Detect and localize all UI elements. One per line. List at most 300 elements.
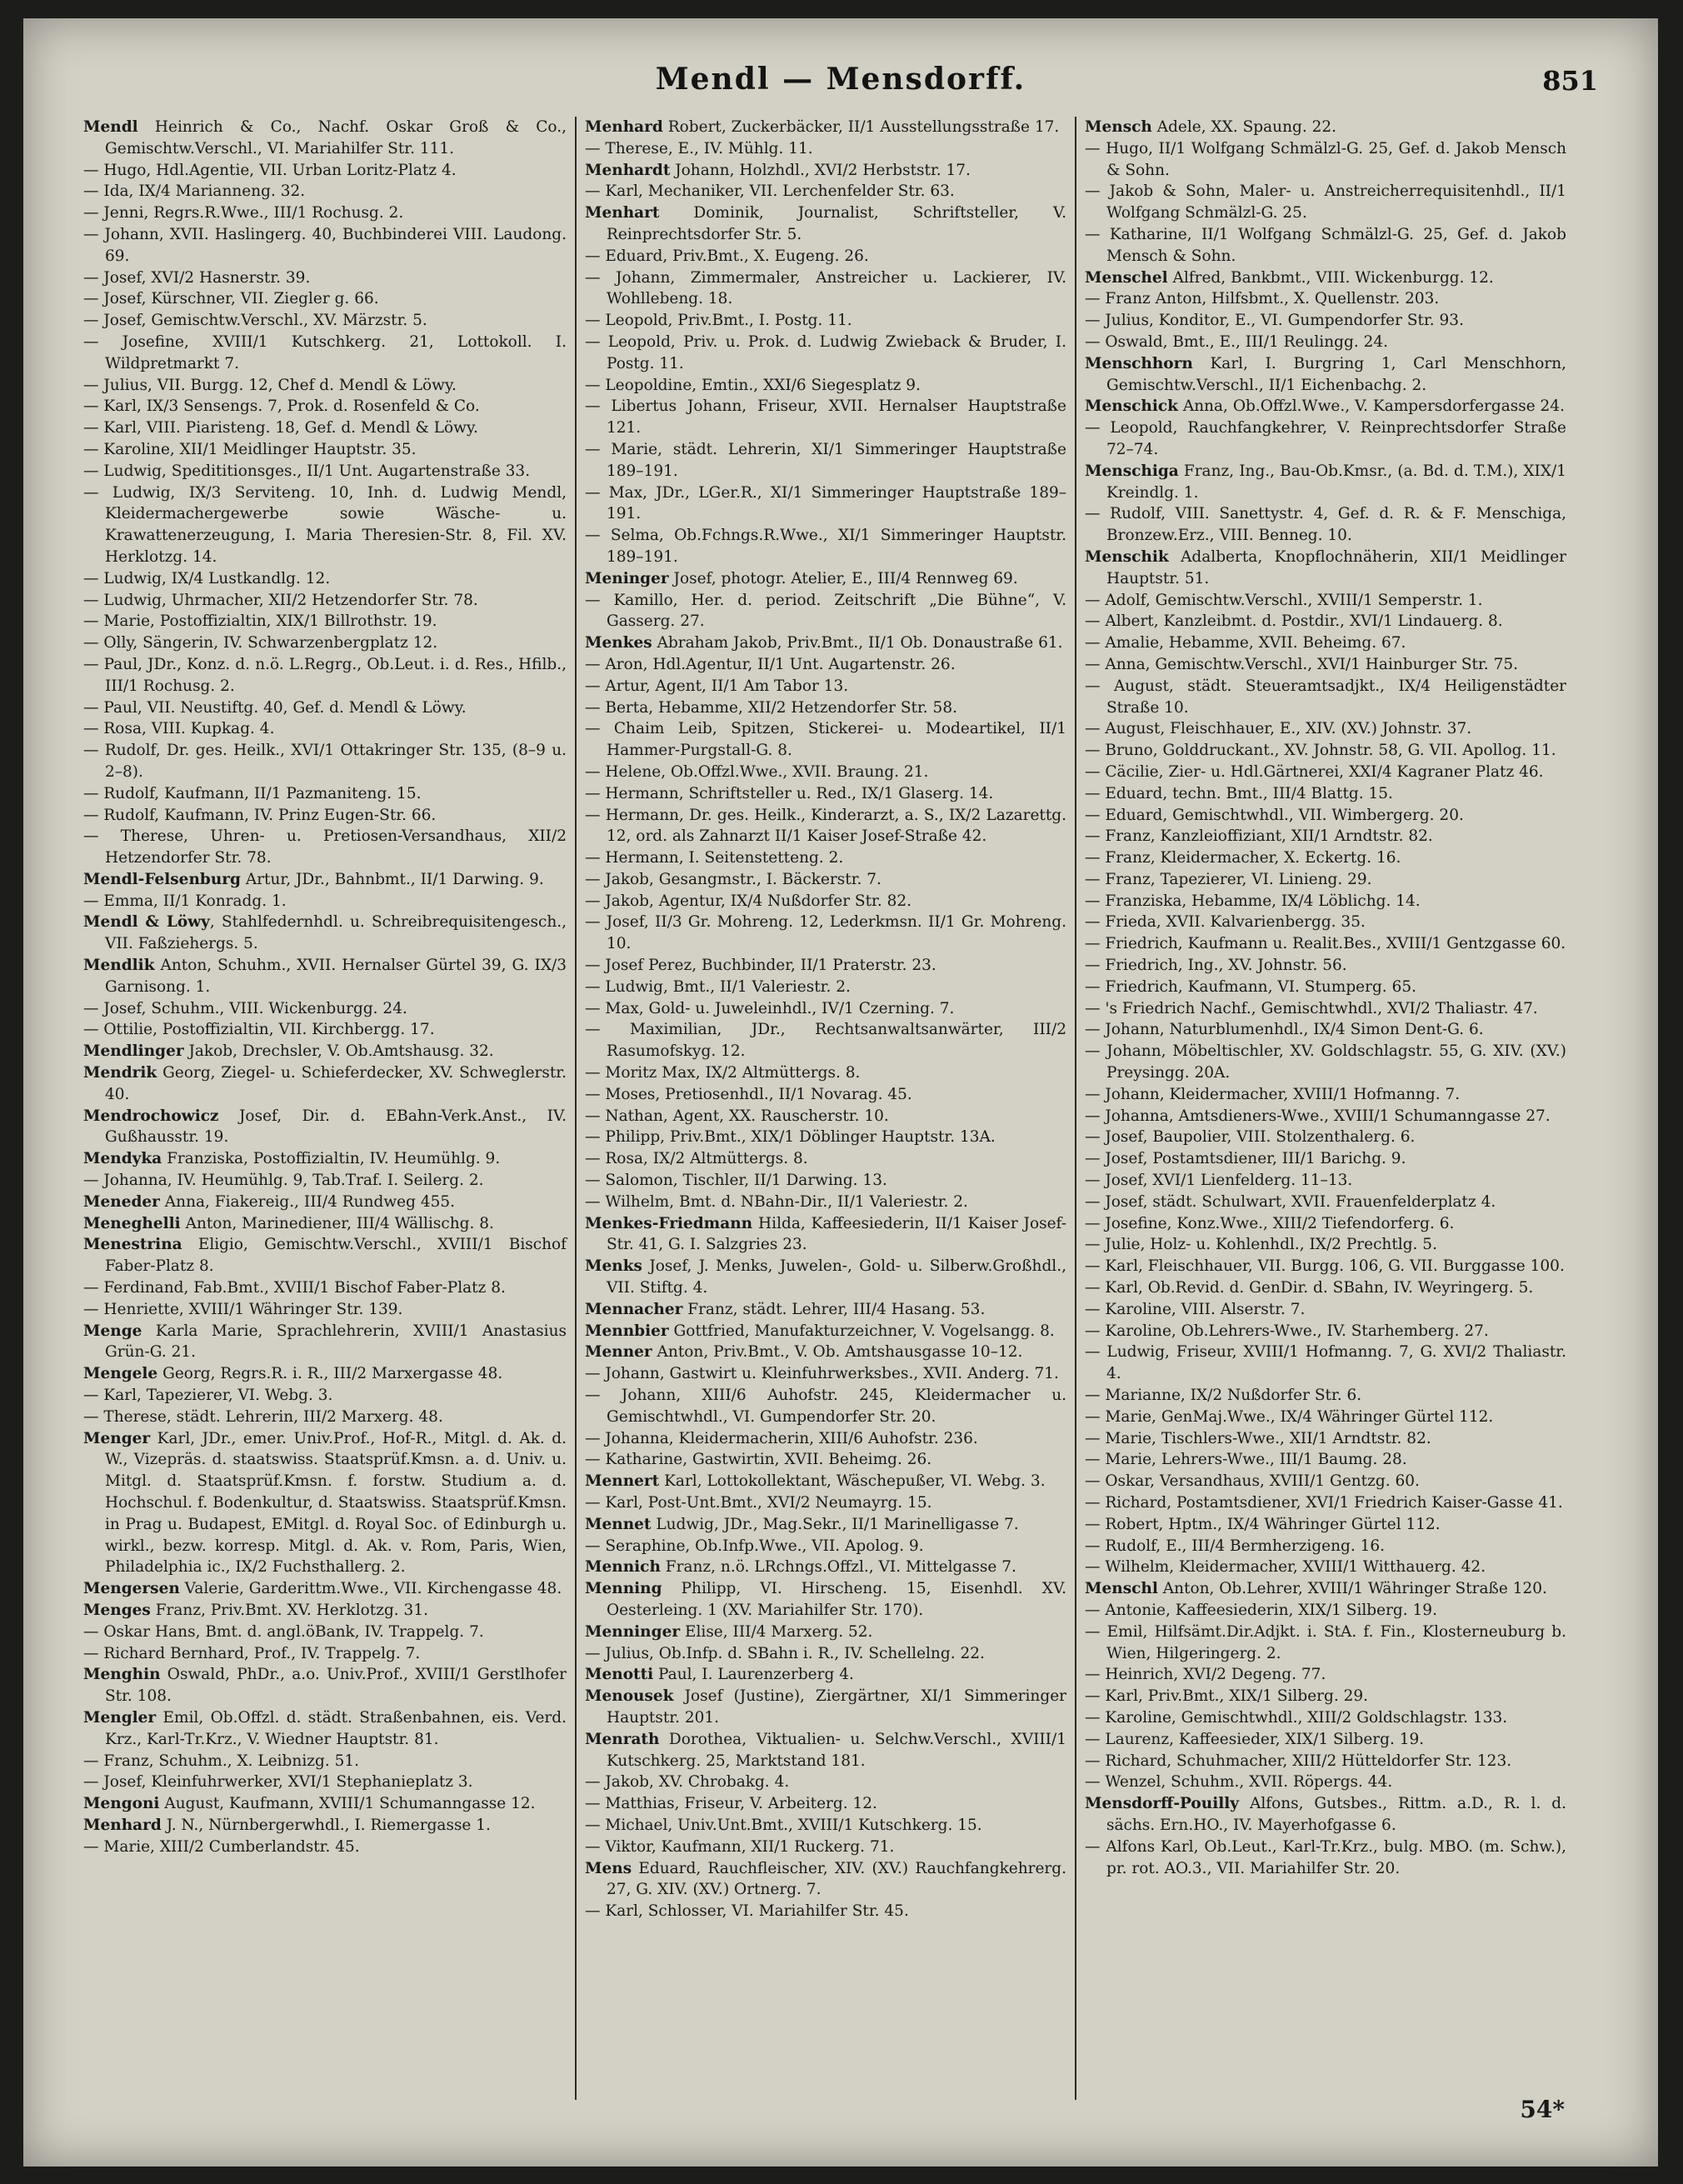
directory-entry: [585, 375, 1066, 397]
entry-surname: Mennbier: [585, 1322, 669, 1340]
directory-entry: [585, 1363, 1066, 1385]
directory-entry: [83, 1062, 567, 1106]
directory-entry: [1085, 1729, 1566, 1751]
directory-entry: [83, 267, 567, 289]
entry-details: Heinrich & Co., Nachf. Oskar Groß & Co., Gemischtw.Verschl., VI. Mariahilfer Str. 111.: [105, 118, 567, 157]
entry-details: — Chaim Leib, Spitzen, Stickerei- u. Modeartikel, II/1 Hammer-Purgstall-G. 8.: [585, 720, 1066, 760]
entry-details: Karl, JDr., emer. Univ.Prof., Hof-R., Mitgl. d. Ak. d. W., Vizepräs. d. staatswiss. Staatsprüf.Kmsn. a. d. Univ. u. Mitgl. d. Staatsprüf.Kmsn. f. forstw. Studium a. d. Hochschul. f. Bodenkultur, d. Staatswiss. Staatsprüf.Kmsn. in Prag u. Budapest, EMitgl. d. Royal Soc. of Edinburgh u. wirkl., bezw. korresp. Mitgl. d. Ak. v. Rom, Paris, Wien, Philadelphia ic., IX/2 Fuchsthallerg. 2.: [105, 1429, 567, 1577]
entry-details: — Karoline, Gemischtwhdl., XIII/2 Goldschlagstr. 133.: [1085, 1708, 1508, 1727]
entry-details: — August, Fleischhauer, E., XIV. (XV.) Johnstr. 37.: [1085, 720, 1472, 738]
entry-surname: Mengoni: [83, 1795, 160, 1813]
entry-details: Franz, städt. Lehrer, III/4 Hasang. 53.: [682, 1300, 986, 1318]
entry-details: — Wilhelm, Kleidermacher, XVIII/1 Witthauerg. 42.: [1085, 1558, 1486, 1577]
entry-details: — Johanna, IV. Heumühlg. 9, Tab.Traf. I. Seilerg. 2.: [83, 1172, 484, 1190]
entry-details: — Franz, Tapezierer, VI. Linieng. 29.: [1085, 870, 1372, 888]
entry-details: Karla Marie, Sprachlehrerin, XVIII/1 Anastasius Grün-G. 21.: [105, 1322, 567, 1362]
entry-surname: Mengler: [83, 1708, 157, 1727]
entry-details: Karl, Lottokollektant, Wäschepußer, VI. Webg. 3.: [659, 1472, 1046, 1491]
entry-details: — Josef, XVI/2 Hasnerstr. 39.: [83, 268, 311, 287]
directory-entry: [585, 1428, 1066, 1450]
entry-details: — Marie, Postoffizialtin, XIX/1 Billrothstr. 19.: [83, 612, 437, 631]
directory-entry: [585, 160, 1066, 182]
directory-entry: [83, 439, 567, 461]
entry-surname: Menhard: [83, 1816, 162, 1834]
directory-entry: [1085, 1277, 1566, 1299]
directory-entry: [1085, 998, 1566, 1020]
directory-entry: [1085, 826, 1566, 847]
directory-entry: [585, 718, 1066, 762]
entry-details: — Leopoldine, Emtin., XXI/6 Siegesplatz 9.: [585, 376, 921, 394]
entry-details: — Franz, Kleidermacher, X. Eckertg. 16.: [1085, 849, 1401, 867]
entry-details: — Ludwig, Bmt., II/1 Valeriestr. 2.: [585, 977, 851, 996]
entry-surname: Menotti: [585, 1666, 654, 1684]
directory-entry: [1085, 1686, 1566, 1707]
entry-details: — Ottilie, Postoffizialtin, VII. Kirchbergg. 17.: [83, 1021, 435, 1039]
directory-entry: [83, 632, 567, 654]
entry-details: — Heinrich, XVI/2 Degeng. 77.: [1085, 1666, 1326, 1684]
entry-details: Gottfried, Manufakturzeichner, V. Vogelsangg. 8.: [668, 1322, 1055, 1340]
entry-surname: Mengele: [83, 1365, 158, 1383]
entry-details: — Therese, Uhren- u. Pretiosen-Versandhaus, XII/2 Hetzendorfer Str. 78.: [83, 827, 567, 867]
directory-entry: [585, 267, 1066, 311]
entry-details: Valerie, Garderittm.Wwe., VII. Kirchengasse 48.: [179, 1580, 562, 1598]
entry-details: — Oskar, Versandhaus, XVIII/1 Gentzg. 60.: [1085, 1472, 1420, 1491]
entry-details: Franziska, Postoffizialtin, IV. Heumühlg. 9.: [162, 1150, 501, 1168]
directory-entry: [83, 1837, 567, 1858]
entry-details: — Johann, Möbeltischler, XV. Goldschlagstr. 55, G. XIV. (XV.) Preysingg. 20A.: [1085, 1042, 1566, 1082]
directory-entry: [1085, 654, 1566, 676]
entry-details: — Max, Gold- u. Juweleinhdl., IV/1 Czerning. 7.: [585, 999, 955, 1017]
entry-surname: Mendl: [83, 118, 138, 136]
directory-entry: [83, 1707, 567, 1751]
directory-entry: [1085, 1751, 1566, 1772]
directory-entry: [83, 1213, 567, 1235]
entry-details: Alfred, Bankbmt., VIII. Wickenburgg. 12.: [1167, 268, 1494, 287]
entry-details: — Josef, Gemischtw.Verschl., XV. Märzstr. 5.: [83, 312, 427, 330]
directory-entry: [585, 1019, 1066, 1062]
entry-details: Alfons, Gutsbes., Rittm. a.D., R. l. d. sächs. Ern.HO., IV. Mayerhofgasse 6.: [1106, 1795, 1566, 1834]
entry-details: — Karl, Schlosser, VI. Mariahilfer Str. 45.: [585, 1902, 909, 1921]
entry-details: — Josef, Baupolier, VIII. Stolzenthalerg. 6.: [1085, 1128, 1416, 1147]
entry-surname: Menks: [585, 1257, 642, 1276]
entry-details: — Johanna, Kleidermacherin, XIII/6 Auhofstr. 236.: [585, 1429, 978, 1447]
directory-entry: [1085, 1492, 1566, 1514]
directory-entry: [83, 202, 567, 224]
entry-details: — Eduard, Gemischtwhdl., VII. Wimbergerg. 20.: [1085, 806, 1464, 824]
entry-details: — Franz Anton, Hilfsbmt., X. Quellenstr. 203.: [1085, 290, 1440, 308]
entry-details: Adele, XX. Spaung. 22.: [1151, 118, 1337, 136]
directory-entry: [1085, 310, 1566, 332]
directory-entry: [83, 718, 567, 740]
directory-entry: [83, 805, 567, 827]
entry-details: — Jenni, Regrs.R.Wwe., III/1 Rochusg. 2.: [83, 204, 404, 222]
entry-surname: Menkes: [585, 634, 652, 652]
entry-details: — Karoline, VIII. Alserstr. 7.: [1085, 1300, 1306, 1318]
entry-details: — Hermann, Schriftsteller u. Red., IX/1 Glaserg. 14.: [585, 784, 994, 802]
directory-entry: [585, 1578, 1066, 1622]
entry-surname: Menestrina: [83, 1236, 182, 1254]
entry-details: Emil, Ob.Offzl. d. städt. Straßenbahnen, eis. Verd. Krz., Karl-Tr.Krz., V. Wiedner Hauptstr. 81.: [105, 1708, 567, 1748]
directory-entry: [585, 117, 1066, 138]
directory-entry: [83, 1407, 567, 1428]
directory-entry: [585, 955, 1066, 977]
directory-entry: [83, 697, 567, 719]
entry-details: — Antonie, Kaffeesiederin, XIX/1 Silberg. 19.: [1085, 1601, 1437, 1619]
entry-surname: Menschick: [1085, 397, 1178, 416]
directory-entry: [1085, 718, 1566, 740]
directory-entry: [1085, 912, 1566, 933]
entry-details: Josef, J. Menks, Juwelen-, Gold- u. Silberw.Großhdl., VII. Stiftg. 4.: [607, 1257, 1066, 1297]
directory-entry: [83, 1041, 567, 1062]
directory-entry: [83, 1664, 567, 1707]
entry-surname: Mendrik: [83, 1064, 157, 1082]
directory-entry: [1085, 1256, 1566, 1277]
entry-surname: Menger: [83, 1429, 151, 1447]
entry-details: — Paul, VII. Neustiftg. 40, Gef. d. Mendl & Löwy.: [83, 698, 467, 717]
entry-details: — Friedrich, Ing., XV. Johnstr. 56.: [1085, 957, 1347, 975]
directory-entry: [83, 1385, 567, 1407]
directory-entry: [585, 697, 1066, 719]
entry-surname: Meninger: [585, 569, 669, 587]
directory-entry: [1085, 783, 1566, 805]
entry-surname: Mennert: [585, 1472, 660, 1491]
directory-entry: [585, 869, 1066, 891]
entry-details: Oswald, PhDr., a.o. Univ.Prof., XVIII/1 Gerstlhofer Str. 108.: [105, 1666, 567, 1706]
directory-entry: [83, 955, 567, 998]
directory-entry: [1085, 1600, 1566, 1622]
entry-details: — Johann, XVII. Haslingerg. 40, Buchbinderei VIII. Laudong. 69.: [83, 225, 567, 265]
entry-details: — Jakob, Gesangmstr., I. Bäckerstr. 7.: [585, 870, 881, 888]
directory-entry: [585, 246, 1066, 267]
entry-details: — Rudolf, VIII. Sanettystr. 4, Gef. d. R. & F. Menschiga, Bronzew.Erz., VIII. Benneg. 10.: [1085, 505, 1566, 545]
entry-details: — Rudolf, Dr. ges. Heilk., XVI/1 Ottakringer Str. 135, (8–9 u. 2–8).: [83, 742, 567, 781]
directory-entry: [1085, 1772, 1566, 1793]
directory-entry: [1085, 1428, 1566, 1450]
directory-entry: [83, 891, 567, 912]
directory-entry: [1085, 417, 1566, 461]
entry-details: — Josefine, Konz.Wwe., XIII/2 Tiefendorferg. 6.: [1085, 1214, 1455, 1232]
directory-entry: [83, 1234, 567, 1277]
entry-details: — Hugo, Hdl.Agentie, VII. Urban Loritz-Platz 4.: [83, 161, 457, 179]
entry-details: — Ludwig, Friseur, XVIII/1 Hofmanng. 7, G. XVI/2 Thaliastr. 4.: [1085, 1343, 1566, 1383]
entry-details: — Ludwig, IX/3 Serviteng. 10, Inh. d. Ludwig Mendl, Kleidermachergewerbe sowie Wäsche- u. Krawattenerzeugung, I. Maria Theresien-Str. 8, Fil. XV. Herklotzg. 14.: [83, 483, 567, 566]
entry-details: — Karl, IX/3 Sensengs. 7, Prok. d. Rosenfeld & Co.: [83, 397, 480, 416]
entry-surname: Menschl: [1085, 1580, 1158, 1598]
entry-details: — Viktor, Kaufmann, XII/1 Ruckerg. 71.: [585, 1837, 895, 1856]
entry-details: — Josef, XVI/1 Lienfelderg. 11–13.: [1085, 1172, 1353, 1190]
entry-surname: Mendl-Felsenburg: [83, 870, 241, 888]
directory-entry: [1085, 1793, 1566, 1837]
directory-entry: [83, 332, 567, 375]
directory-entry: [585, 1084, 1066, 1106]
entry-details: — Karl, VIII. Piaristeng. 18, Gef. d. Mendl & Löwy.: [83, 419, 478, 437]
entry-details: — Josefine, XVIII/1 Kutschkerg. 21, Lottokoll. I. Wildpretmarkt 7.: [83, 332, 567, 372]
entry-surname: Mennacher: [585, 1300, 683, 1318]
entry-details: — Johann, Kleidermacher, XVIII/1 Hofmanng. 7.: [1085, 1085, 1461, 1103]
entry-details: Georg, Regrs.R. i. R., III/2 Marxergasse 48.: [157, 1365, 503, 1383]
directory-entry: [83, 1751, 567, 1772]
entry-surname: Menhart: [585, 204, 660, 222]
entry-details: — Robert, Hptm., IX/4 Währinger Gürtel 112.: [1085, 1515, 1441, 1533]
directory-entry: [83, 224, 567, 267]
directory-entry: [585, 1342, 1066, 1363]
entry-details: — Ludwig, IX/4 Lustkandlg. 12.: [83, 569, 331, 587]
entry-details: J. N., Nürnbergerwhdl., I. Riemergasse 1.: [161, 1816, 491, 1834]
entry-surname: Menner: [585, 1343, 652, 1362]
column-middle: [575, 117, 1075, 2100]
entry-details: — Libertus Johann, Friseur, XVII. Hernalser Hauptstraße 121.: [585, 397, 1066, 437]
directory-entry: [585, 998, 1066, 1020]
entry-details: — Hermann, I. Seitenstetteng. 2.: [585, 849, 844, 867]
entry-details: — Johann, XIII/6 Auhofstr. 245, Kleidermacher u. Gemischtwhdl., VI. Gumpendorfer Str. 20.: [585, 1387, 1066, 1426]
directory-entry: [83, 912, 567, 955]
sheet-signature: 54*: [1520, 2096, 1565, 2123]
entry-details: — Leopold, Priv.Bmt., I. Postg. 11.: [585, 312, 852, 330]
directory-entry: [1085, 676, 1566, 719]
entry-details: — Johanna, Amtsdieners-Wwe., XVIII/1 Schumanngasse 27.: [1085, 1107, 1551, 1125]
entry-surname: Menschhorn: [1085, 354, 1193, 372]
directory-entry: [83, 288, 567, 310]
directory-entry: [585, 396, 1066, 439]
directory-entry: [585, 912, 1066, 955]
entry-details: — Maximilian, JDr., Rechtsanwaltsanwärter, III/2 Rasumofskyg. 12.: [585, 1021, 1066, 1061]
entry-details: — Helene, Ob.Offzl.Wwe., XVII. Braung. 21.: [585, 762, 929, 781]
directory-entry: [1085, 891, 1566, 912]
directory-entry: [585, 1901, 1066, 1922]
directory-entry: [83, 375, 567, 397]
entry-details: — Eduard, Priv.Bmt., X. Eugeng. 26.: [585, 247, 869, 265]
entry-details: — Johann, Naturblumenhdl., IX/4 Simon Dent-G. 6.: [1085, 1021, 1484, 1039]
entry-details: — Rudolf, E., III/4 Bermherzigeng. 16.: [1085, 1537, 1386, 1555]
directory-entry: [585, 590, 1066, 633]
directory-entry: [1085, 396, 1566, 417]
directory-entry: [1085, 1041, 1566, 1084]
entry-details: — Franz, Schuhm., X. Leibnizg. 51.: [83, 1752, 360, 1770]
entry-details: — Karl, Mechaniker, VII. Lerchenfelder Str. 63.: [585, 182, 955, 201]
entry-details: — Aron, Hdl.Agentur, II/1 Unt. Augartenstr. 26.: [585, 655, 956, 673]
entry-details: — August, städt. Steueramtsadjkt., IX/4 Heiligenstädter Straße 10.: [1085, 677, 1566, 717]
entry-surname: Menousek: [585, 1687, 674, 1706]
entry-details: Jakob, Drechsler, V. Ob.Amtshausg. 32.: [183, 1042, 494, 1061]
directory-entry: [1085, 181, 1566, 224]
directory-entry: [1085, 1234, 1566, 1256]
entry-details: — Josef, Kürschner, VII. Ziegler g. 66.: [83, 290, 379, 308]
entry-details: Hilda, Kaffeesiederin, II/1 Kaiser Josef-Str. 41, G. I. Salzgries 23.: [607, 1214, 1066, 1254]
directory-entry: [585, 482, 1066, 526]
entry-details: — Jakob, XV. Chrobakg. 4.: [585, 1773, 790, 1792]
directory-entry: [1085, 547, 1566, 590]
entry-details: — Karl, Priv.Bmt., XIX/1 Silberg. 29.: [1085, 1687, 1369, 1706]
directory-entry: [585, 1192, 1066, 1213]
directory-entry: [1085, 138, 1566, 182]
entry-details: — Ludwig, Spedititionsges., II/1 Unt. Augartenstraße 33.: [83, 462, 531, 480]
entry-details: — Moritz Max, IX/2 Altmüttergs. 8.: [585, 1064, 861, 1082]
entry-surname: Mendlinger: [83, 1042, 184, 1061]
running-head: Mendl — Mensdorff.: [655, 62, 1026, 97]
entry-details: — Leopold, Priv. u. Prok. d. Ludwig Zwieback & Bruder, I. Postg. 11.: [585, 332, 1066, 372]
directory-entry: [585, 1837, 1066, 1858]
entry-details: Robert, Zuckerbäcker, II/1 Ausstellungsstraße 17.: [662, 118, 1060, 136]
directory-entry: [83, 181, 567, 202]
entry-details: — Philipp, Priv.Bmt., XIX/1 Döblinger Hauptstr. 13A.: [585, 1128, 996, 1147]
entry-details: — Emma, II/1 Konradg. 1.: [83, 892, 287, 910]
entry-details: — Josef Perez, Buchbinder, II/1 Praterstr. 23.: [585, 957, 936, 975]
directory-entry: [1085, 1407, 1566, 1428]
entry-details: Franz, Ing., Bau-Ob.Kmsr., (a. Bd. d. T.M.), XIX/1 Kreindlg. 1.: [1106, 462, 1566, 502]
directory-entry: [83, 1170, 567, 1192]
entry-details: — Marie, GenMaj.Wwe., IX/4 Währinger Gürtel 112.: [1085, 1407, 1494, 1426]
entry-surname: Menninger: [585, 1622, 681, 1641]
entry-details: — Karl, Post-Unt.Bmt., XVI/2 Neumayrg. 15.: [585, 1494, 932, 1512]
directory-entry: [1085, 611, 1566, 632]
entry-details: — Josef, II/3 Gr. Mohreng. 12, Lederkmsn. II/1 Gr. Mohreng. 10.: [585, 913, 1066, 953]
directory-entry: [585, 310, 1066, 332]
directory-entry: [1085, 1449, 1566, 1471]
entry-details: Anton, Priv.Bmt., V. Ob. Amtshausgasse 10–12.: [652, 1343, 1023, 1362]
entry-details: Artur, JDr., Bahnbmt., II/1 Darwing. 9.: [240, 870, 544, 888]
entry-details: — Salomon, Tischler, II/1 Darwing. 13.: [585, 1172, 887, 1190]
entry-details: — Kamillo, Her. d. period. Zeitschrift „Die Bühne“, V. Gasserg. 27.: [585, 591, 1066, 631]
directory-entry: [83, 1578, 567, 1600]
directory-entry: [1085, 1213, 1566, 1235]
entry-details: — Marie, städt. Lehrerin, XI/1 Simmeringer Hauptstraße 189–191.: [585, 440, 1066, 480]
directory-entry: [1085, 353, 1566, 397]
directory-entry: [83, 1106, 567, 1149]
entry-details: Eduard, Rauchfleischer, XIV. (XV.) Rauchfangkehrerg. 27, G. XIV. (XV.) Ortnerg. 7.: [607, 1859, 1066, 1899]
entry-details: — Ferdinand, Fab.Bmt., XVIII/1 Bischof Faber-Platz 8.: [83, 1279, 506, 1297]
entry-details: — Therese, städt. Lehrerin, III/2 Marxerg. 48.: [83, 1407, 443, 1426]
directory-entry: [585, 762, 1066, 783]
directory-entry: [585, 332, 1066, 375]
entry-details: Ludwig, JDr., Mag.Sekr., II/1 Marinelligasse 7.: [651, 1515, 1019, 1533]
directory-entry: [585, 1321, 1066, 1342]
directory-entry: [585, 525, 1066, 568]
entry-surname: Menghin: [83, 1666, 161, 1684]
entry-details: — Karl, Tapezierer, VI. Webg. 3.: [83, 1387, 333, 1405]
directory-entry: [1085, 288, 1566, 310]
directory-entry: [1085, 977, 1566, 998]
entry-details: — Therese, E., IV. Mühlg. 11.: [585, 139, 813, 157]
directory-columns: [75, 117, 1600, 2100]
entry-details: — Alfons Karl, Ob.Leut., Karl-Tr.Krz., bulg. MBO. (m. Schw.), pr. rot. AO.3., VII. Mariahilfer Str. 20.: [1085, 1837, 1566, 1877]
entry-details: — Leopold, Rauchfangkehrer, V. Reinprechtsdorfer Straße 72–74.: [1085, 419, 1566, 458]
entry-details: — Julius, Konditor, E., VI. Gumpendorfer Str. 93.: [1085, 312, 1464, 330]
entry-details: — Bruno, Golddruckant., XV. Johnstr. 58, G. VII. Apollog. 11.: [1085, 742, 1556, 760]
directory-entry: [585, 1557, 1066, 1578]
entry-details: — Rudolf, Kaufmann, IV. Prinz Eugen-Str. 66.: [83, 806, 437, 824]
directory-entry: [1085, 1622, 1566, 1665]
entry-details: — Rudolf, Kaufmann, II/1 Pazmaniteng. 15.: [83, 784, 422, 802]
directory-entry: [1085, 1148, 1566, 1170]
entry-surname: Menschel: [1085, 268, 1168, 287]
entry-details: — Seraphine, Ob.Infp.Wwe., VII. Apolog. 9.: [585, 1537, 924, 1555]
entry-details: — Johann, Gastwirt u. Kleinfuhrwerksbes., XVII. Anderg. 71.: [585, 1365, 1059, 1383]
directory-entry: [83, 783, 567, 805]
entry-details: Anna, Fiakereig., III/4 Rundweg 455.: [159, 1192, 456, 1211]
directory-entry: [83, 1277, 567, 1299]
directory-entry: [83, 1793, 567, 1815]
entry-details: — Cäcilie, Zier- u. Hdl.Gärtnerei, XXI/4 Kagraner Platz 46.: [1085, 762, 1544, 781]
directory-entry: [585, 783, 1066, 805]
entry-details: — Amalie, Hebamme, XVII. Beheimg. 67.: [1085, 634, 1406, 652]
entry-surname: Mendrochowicz: [83, 1107, 219, 1125]
directory-entry: [1085, 1578, 1566, 1600]
directory-entry: [585, 1772, 1066, 1793]
entry-surname: Menhardt: [585, 161, 671, 179]
entry-details: — Nathan, Agent, XX. Rauscherstr. 10.: [585, 1107, 889, 1125]
entry-details: — Oswald, Bmt., E., III/1 Reulingg. 24.: [1085, 332, 1389, 351]
entry-details: Josef, Dir. d. EBahn-Verk.Anst., IV. Gußhausstr. 19.: [105, 1107, 567, 1147]
directory-entry: [1085, 1385, 1566, 1407]
directory-entry: [585, 1793, 1066, 1815]
directory-entry: [83, 310, 567, 332]
entry-details: Franz, n.ö. LRchngs.Offzl., VI. Mittelgasse 7.: [660, 1558, 1016, 1577]
entry-details: Anna, Ob.Offzl.Wwe., V. Kampersdorfergasse 24.: [1177, 397, 1565, 416]
entry-details: — Friedrich, Kaufmann u. Realit.Bes., XVIII/1 Gentzgasse 60.: [1085, 935, 1566, 953]
directory-entry: [585, 1299, 1066, 1321]
entry-details: — Selma, Ob.Fchngs.R.Wwe., XI/1 Simmeringer Hauptstr. 189–191.: [585, 527, 1066, 566]
directory-entry: [1085, 1127, 1566, 1148]
entry-details: — Rosa, VIII. Kupkag. 4.: [83, 720, 275, 738]
directory-entry: [585, 654, 1066, 676]
entry-details: — Adolf, Gemischtw.Verschl., XVIII/1 Semperstr. 1.: [1085, 591, 1483, 609]
directory-entry: [1085, 955, 1566, 977]
directory-entry: [83, 1363, 567, 1385]
directory-entry: [83, 417, 567, 439]
directory-entry: [585, 1256, 1066, 1299]
directory-entry: [1085, 1514, 1566, 1536]
entry-details: Anton, Ob.Lehrer, XVIII/1 Währinger Straße 120.: [1157, 1580, 1547, 1598]
directory-entry: [585, 1729, 1066, 1772]
entry-details: — Marie, Lehrers-Wwe., III/1 Baumg. 28.: [1085, 1451, 1407, 1469]
entry-surname: Menges: [83, 1601, 151, 1619]
entry-details: — Julius, Ob.Infp. d. SBahn i. R., IV. Schellelng. 22.: [585, 1644, 985, 1662]
entry-details: — Julius, VII. Burgg. 12, Chef d. Mendl & Löwy.: [83, 376, 457, 394]
entry-details: — Karoline, Ob.Lehrers-Wwe., IV. Starhemberg. 27.: [1085, 1322, 1489, 1340]
entry-details: — Friedrich, Kaufmann, VI. Stumperg. 65.: [1085, 977, 1416, 996]
entry-details: Dorothea, Viktualien- u. Selchw.Verschl., XVIII/1 Kutschkerg. 25, Marktstand 181.: [607, 1730, 1066, 1770]
directory-entry: [83, 826, 567, 869]
directory-entry: [83, 568, 567, 590]
directory-entry: [83, 998, 567, 1020]
entry-details: — Ida, IX/4 Marianneng. 32.: [83, 182, 306, 201]
entry-surname: Mendyka: [83, 1150, 162, 1168]
entry-surname: Menge: [83, 1322, 142, 1340]
entry-surname: Menhard: [585, 118, 663, 136]
entry-details: Paul, I. Laurenzerberg 4.: [653, 1666, 854, 1684]
directory-entry: [83, 590, 567, 612]
entry-details: — Emil, Hilfsämt.Dir.Adjkt. i. StA. f. Fin., Klosterneuburg b. Wien, Hilgeringerg. 2.: [1085, 1622, 1566, 1662]
directory-entry: [1085, 1019, 1566, 1041]
entry-surname: Mensch: [1085, 118, 1152, 136]
directory-entry: [83, 396, 567, 417]
entry-details: — Josef, Schuhm., VIII. Wickenburgg. 24.: [83, 999, 407, 1017]
entry-details: — Jakob, Agentur, IX/4 Nußdorfer Str. 82.: [585, 892, 912, 910]
directory-entry: [83, 1148, 567, 1170]
entry-details: Josef (Justine), Ziergärtner, XI/1 Simmeringer Hauptstr. 201.: [607, 1687, 1066, 1727]
entry-details: — Josef, Postamtsdiener, III/1 Barichg. 9.: [1085, 1150, 1406, 1168]
directory-entry: [1085, 590, 1566, 612]
directory-entry: [585, 568, 1066, 590]
directory-entry: [585, 1622, 1066, 1643]
column-left: [75, 117, 575, 2100]
directory-entry: [1085, 1106, 1566, 1127]
directory-entry: [585, 1686, 1066, 1729]
directory-entry: [585, 439, 1066, 482]
entry-surname: Menschik: [1085, 547, 1169, 566]
entry-details: — Moses, Pretiosenhdl., II/1 Novarag. 45.: [585, 1085, 912, 1103]
directory-entry: [83, 461, 567, 482]
